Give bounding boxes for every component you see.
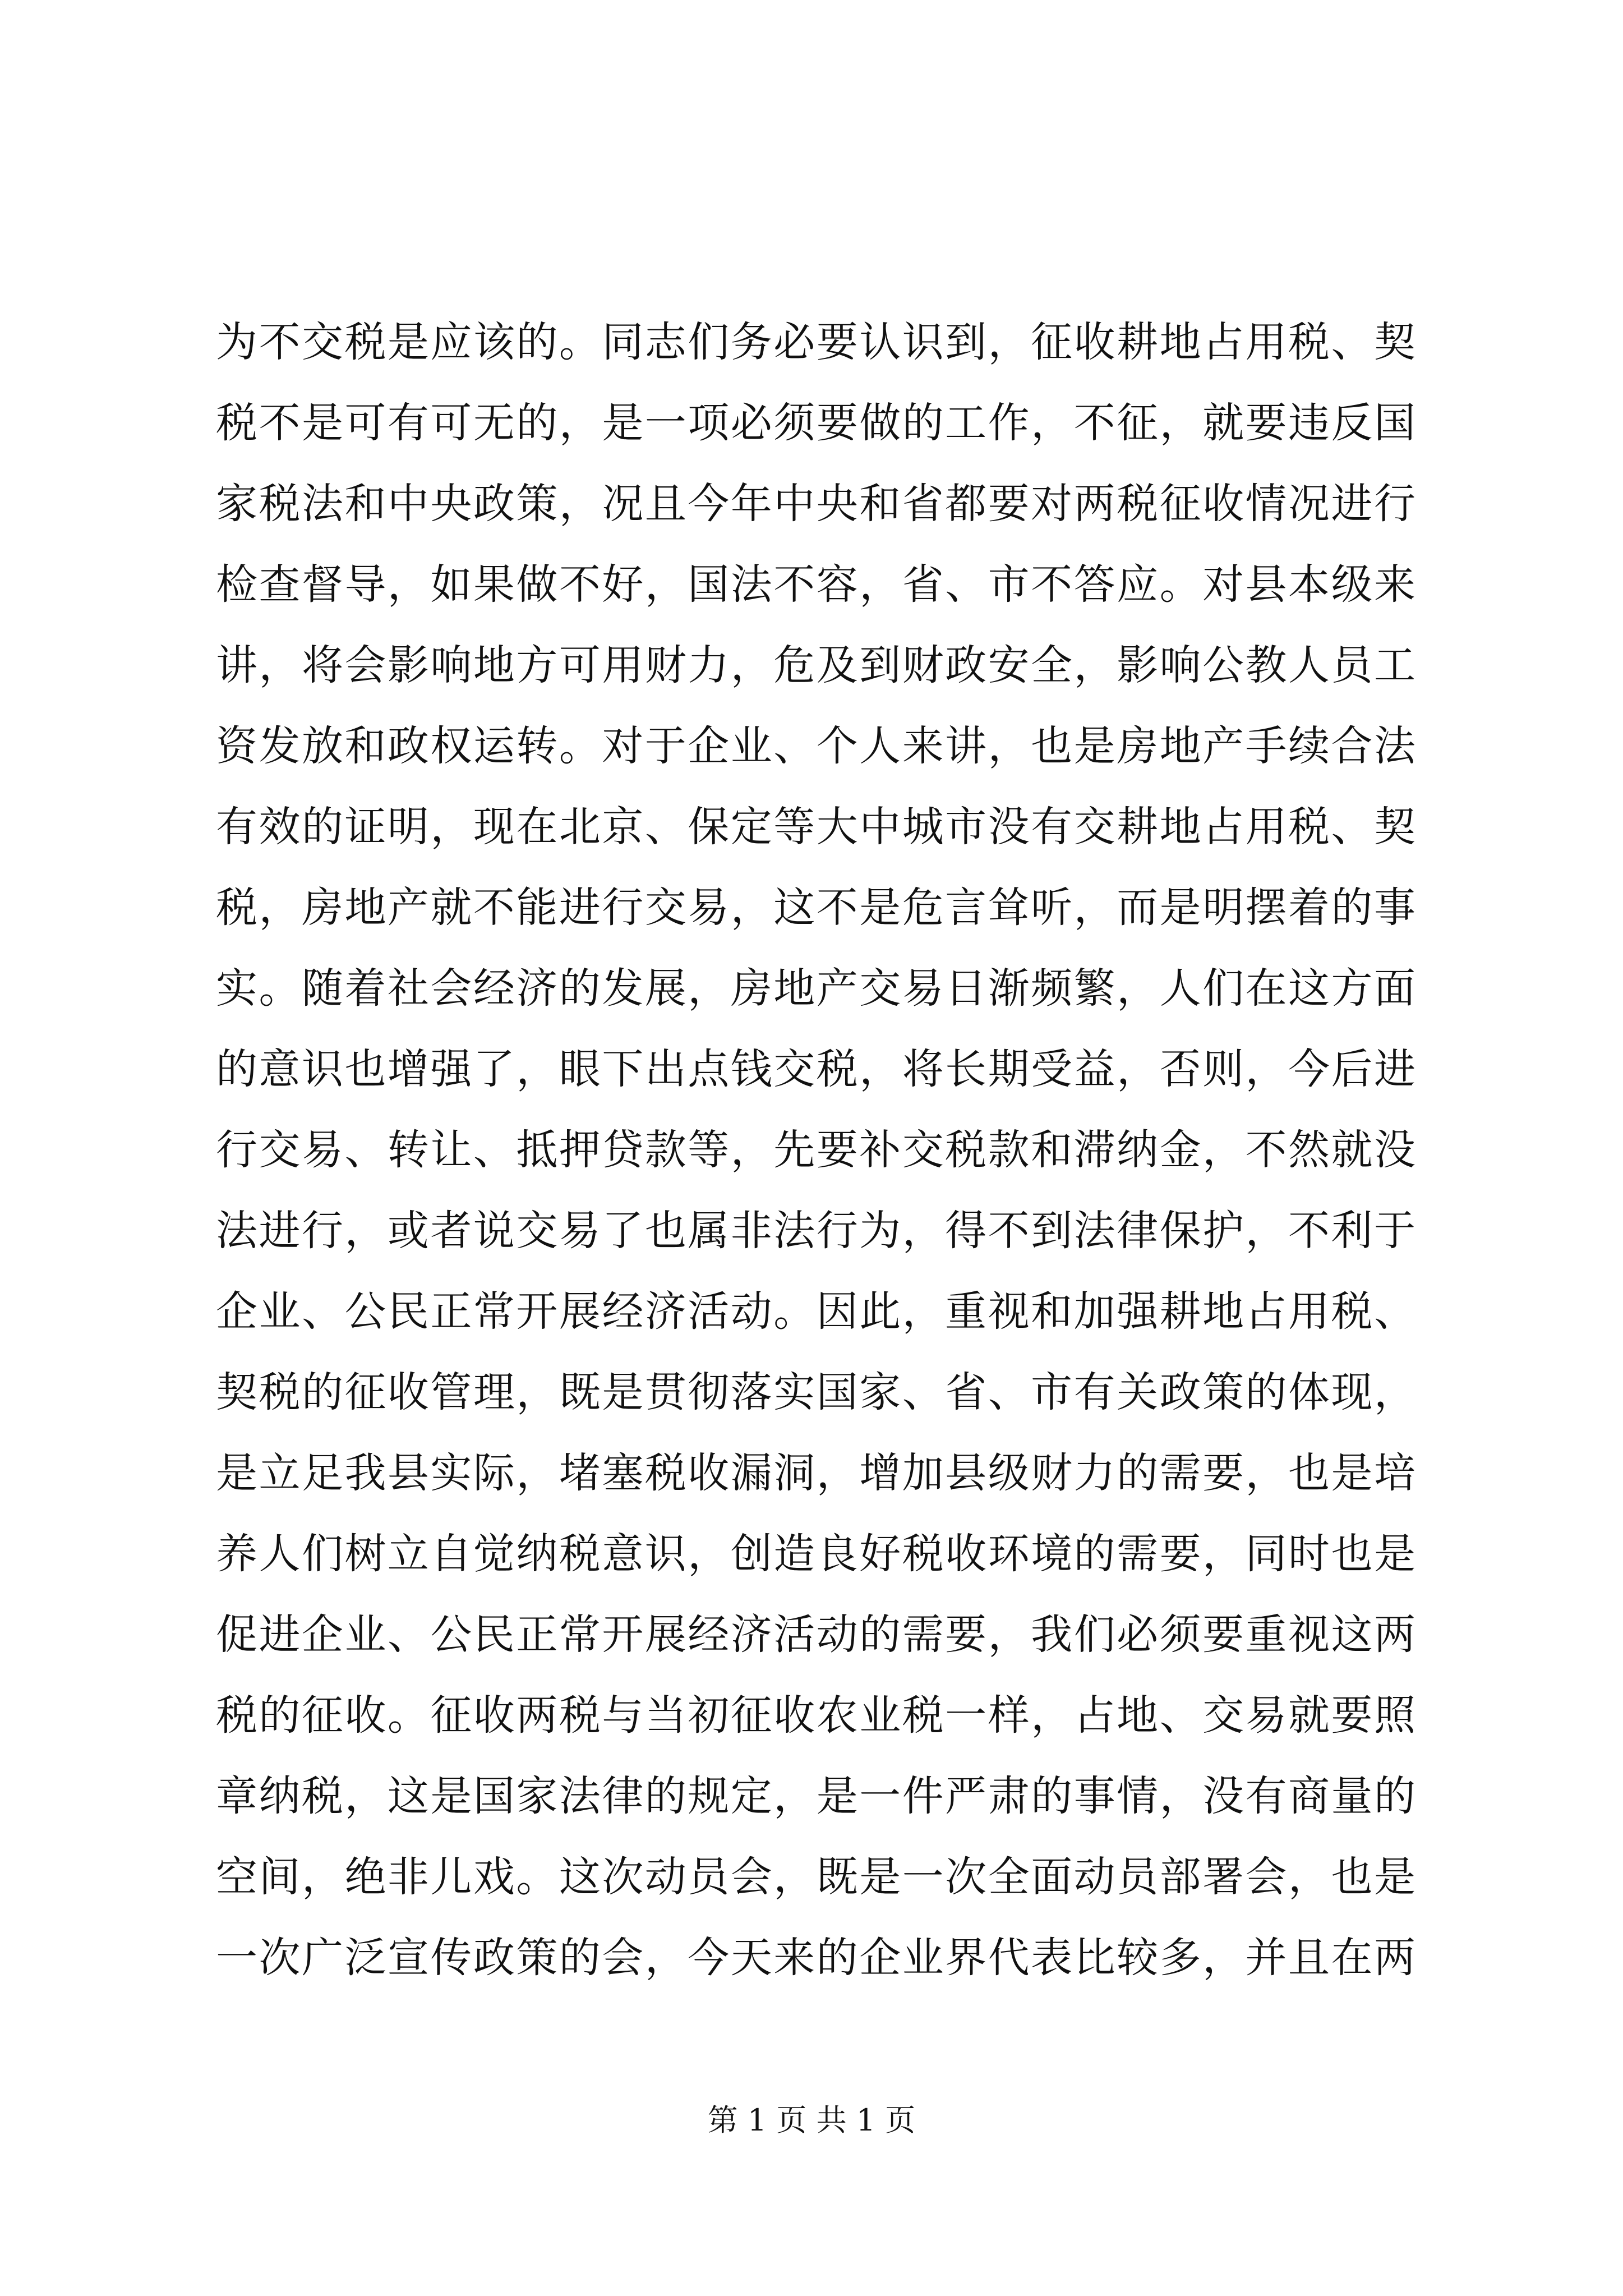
text-line: 行交易、转让、抵押贷款等，先要补交税款和滞纳金，不然就没 xyxy=(216,1126,1416,1174)
text-line: 企业、公民正常开展经济活动。因此，重视和加强耕地占用税、 xyxy=(216,1287,1416,1336)
text-line: 契税的征收管理，既是贯彻落实国家、省、市有关政策的体现， xyxy=(216,1368,1416,1416)
body-text xyxy=(216,302,1416,1998)
text-line: 有效的证明，现在北京、保定等大中城市没有交耕地占用税、契 xyxy=(216,803,1416,851)
text-line: 促进企业、公民正常开展经济活动的需要，我们必须要重视这两 xyxy=(216,1611,1416,1659)
text-line: 税不是可有可无的，是一项必须要做的工作，不征，就要违反国 xyxy=(216,399,1416,447)
text-line: 税，房地产就不能进行交易，这不是危言耸听，而是明摆着的事 xyxy=(216,884,1416,932)
text-line: 讲，将会影响地方可用财力，危及到财政安全，影响公教人员工 xyxy=(216,641,1416,689)
text-line: 税的征收。征收两税与当初征收农业税一样，占地、交易就要照 xyxy=(216,1691,1416,1740)
page-footer: 第 1 页 共 1 页 xyxy=(707,2102,916,2138)
text-line: 的意识也增强了，眼下出点钱交税，将长期受益，否则，今后进 xyxy=(216,1045,1416,1093)
text-line: 法进行，或者说交易了也属非法行为，得不到法律保护，不利于 xyxy=(216,1207,1416,1255)
text-line: 检查督导，如果做不好，国法不容，省、市不答应。对县本级来 xyxy=(216,560,1416,609)
text-line: 家税法和中央政策，况且今年中央和省都要对两税征收情况进行 xyxy=(216,480,1416,528)
text-line: 章纳税，这是国家法律的规定，是一件严肃的事情，没有商量的 xyxy=(216,1772,1416,1820)
text-line: 实。随着社会经济的发展，房地产交易日渐频繁，人们在这方面 xyxy=(216,964,1416,1013)
text-line: 养人们树立自觉纳税意识，创造良好税收环境的需要，同时也是 xyxy=(216,1530,1416,1578)
text-line: 资发放和政权运转。对于企业、个人来讲，也是房地产手续合法 xyxy=(216,722,1416,770)
text-line: 是立足我县实际，堵塞税收漏洞，增加县级财力的需要，也是培 xyxy=(216,1449,1416,1497)
text-line: 空间，绝非儿戏。这次动员会，既是一次全面动员部署会，也是 xyxy=(216,1853,1416,1901)
text-line: 为不交税是应该的。同志们务必要认识到，征收耕地占用税、契 xyxy=(216,318,1416,366)
text-line: 一次广泛宣传政策的会，今天来的企业界代表比较多，并且在两 xyxy=(216,1934,1416,1982)
